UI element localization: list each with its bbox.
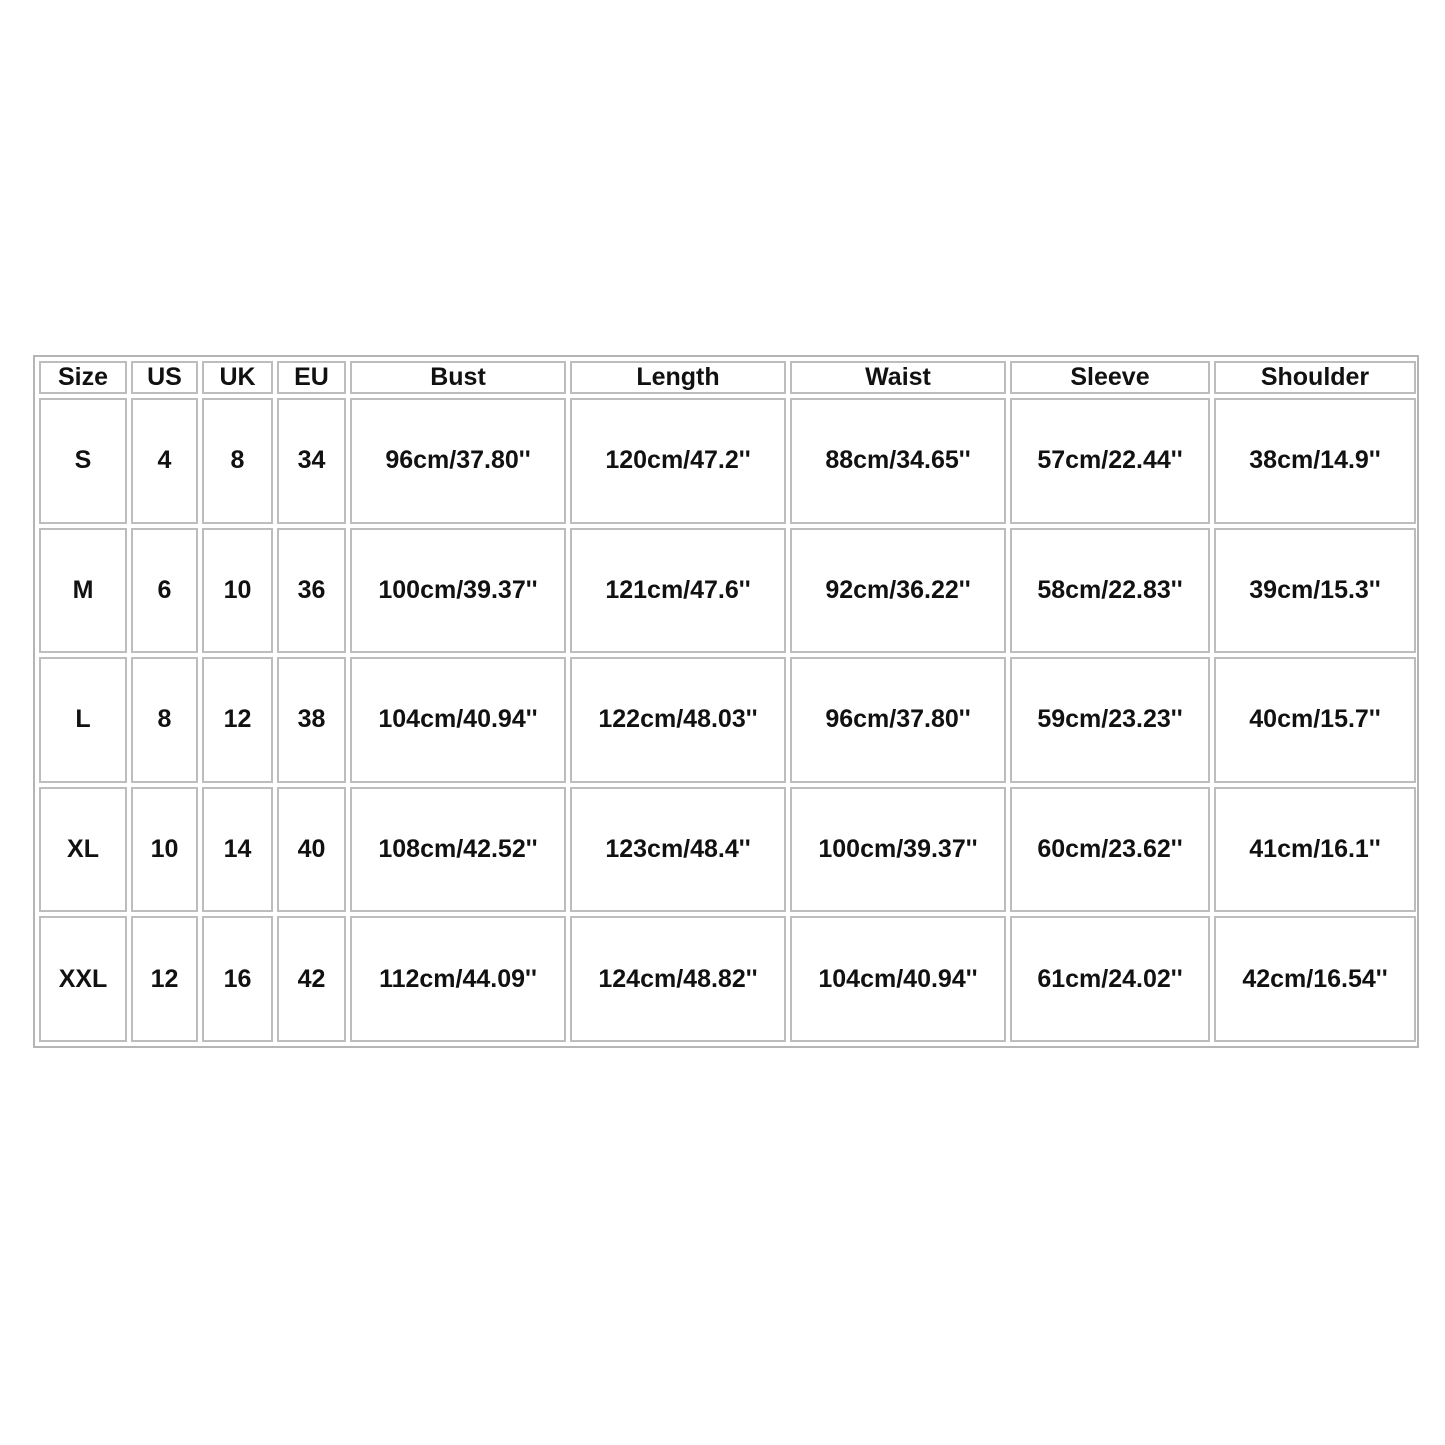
header-eu: EU (277, 361, 346, 394)
cell-size: XL (39, 787, 127, 913)
cell-us: 12 (131, 916, 198, 1042)
cell-shoulder: 39cm/15.3'' (1214, 528, 1416, 654)
cell-sleeve: 59cm/23.23'' (1010, 657, 1210, 783)
cell-bust: 104cm/40.94'' (350, 657, 566, 783)
cell-shoulder: 40cm/15.7'' (1214, 657, 1416, 783)
header-bust: Bust (350, 361, 566, 394)
table-row (39, 657, 1416, 783)
cell-us: 4 (131, 398, 198, 524)
cell-shoulder: 42cm/16.54'' (1214, 916, 1416, 1042)
header-length: Length (570, 361, 786, 394)
header-size: Size (39, 361, 127, 394)
table-row (39, 916, 1416, 1042)
size-chart-frame (33, 355, 1419, 1048)
cell-uk: 12 (202, 657, 273, 783)
cell-sleeve: 57cm/22.44'' (1010, 398, 1210, 524)
cell-uk: 16 (202, 916, 273, 1042)
cell-uk: 8 (202, 398, 273, 524)
table-row (39, 398, 1416, 524)
cell-sleeve: 61cm/24.02'' (1010, 916, 1210, 1042)
cell-eu: 36 (277, 528, 346, 654)
header-waist: Waist (790, 361, 1006, 394)
table-row (39, 787, 1416, 913)
table-row (39, 528, 1416, 654)
cell-bust: 112cm/44.09'' (350, 916, 566, 1042)
cell-length: 121cm/47.6'' (570, 528, 786, 654)
cell-length: 123cm/48.4'' (570, 787, 786, 913)
cell-bust: 100cm/39.37'' (350, 528, 566, 654)
cell-sleeve: 58cm/22.83'' (1010, 528, 1210, 654)
cell-waist: 92cm/36.22'' (790, 528, 1006, 654)
cell-eu: 42 (277, 916, 346, 1042)
cell-eu: 38 (277, 657, 346, 783)
cell-length: 120cm/47.2'' (570, 398, 786, 524)
cell-length: 122cm/48.03'' (570, 657, 786, 783)
cell-waist: 96cm/37.80'' (790, 657, 1006, 783)
header-us: US (131, 361, 198, 394)
cell-waist: 88cm/34.65'' (790, 398, 1006, 524)
cell-waist: 104cm/40.94'' (790, 916, 1006, 1042)
cell-eu: 34 (277, 398, 346, 524)
header-uk: UK (202, 361, 273, 394)
header-shoulder: Shoulder (1214, 361, 1416, 394)
cell-size: M (39, 528, 127, 654)
cell-length: 124cm/48.82'' (570, 916, 786, 1042)
cell-shoulder: 41cm/16.1'' (1214, 787, 1416, 913)
cell-bust: 108cm/42.52'' (350, 787, 566, 913)
cell-size: S (39, 398, 127, 524)
header-row (39, 361, 1416, 394)
cell-us: 8 (131, 657, 198, 783)
cell-shoulder: 38cm/14.9'' (1214, 398, 1416, 524)
cell-waist: 100cm/39.37'' (790, 787, 1006, 913)
cell-us: 10 (131, 787, 198, 913)
size-chart-table (35, 357, 1420, 1046)
cell-uk: 10 (202, 528, 273, 654)
cell-size: L (39, 657, 127, 783)
cell-bust: 96cm/37.80'' (350, 398, 566, 524)
cell-size: XXL (39, 916, 127, 1042)
cell-uk: 14 (202, 787, 273, 913)
cell-us: 6 (131, 528, 198, 654)
header-sleeve: Sleeve (1010, 361, 1210, 394)
cell-sleeve: 60cm/23.62'' (1010, 787, 1210, 913)
cell-eu: 40 (277, 787, 346, 913)
